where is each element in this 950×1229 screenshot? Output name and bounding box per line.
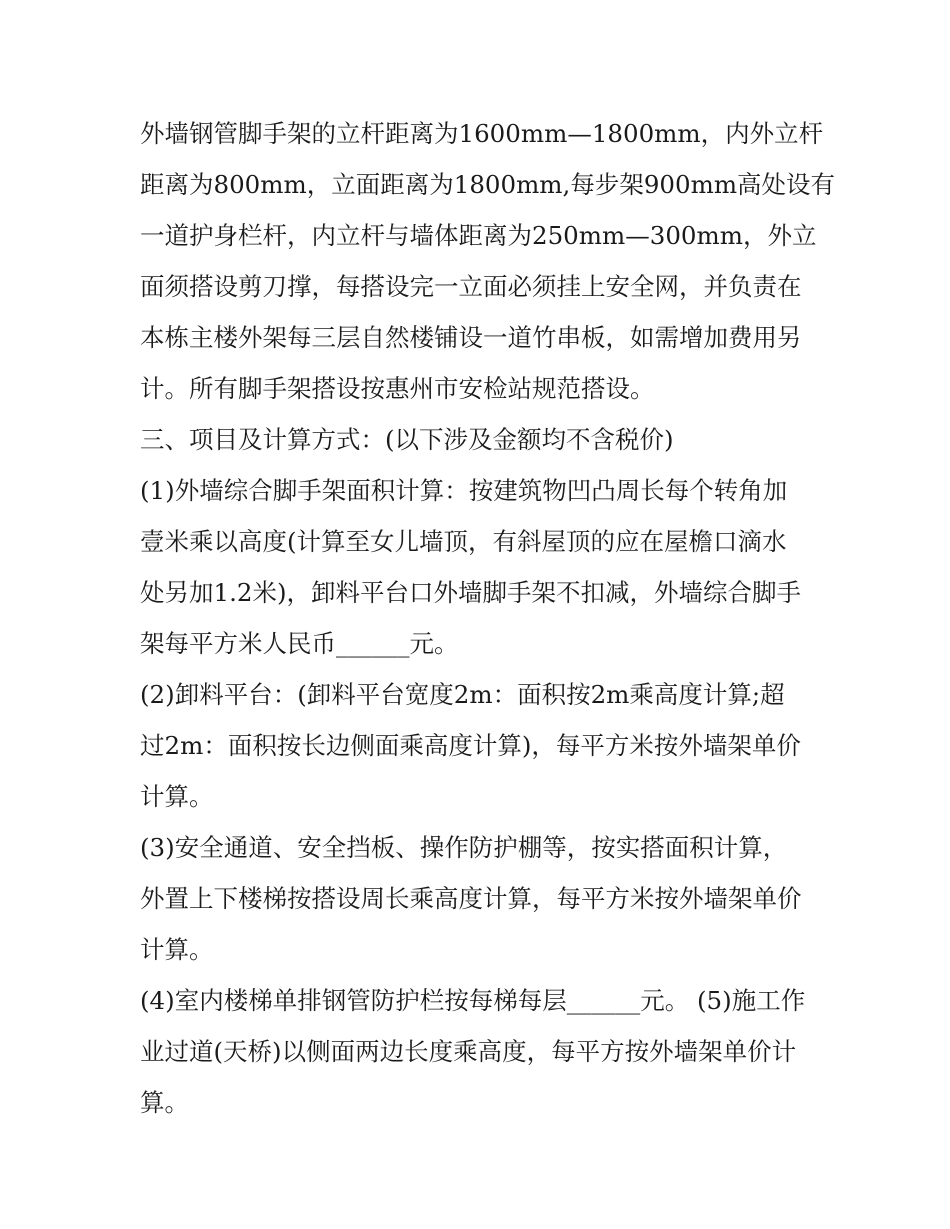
paragraph-line: 本栋主楼外架每三层自然楼铺设一道竹串板，如需增加费用另 xyxy=(140,323,802,352)
paragraph-line: (2)卸料平台：(卸料平台宽度2m：面积按2m乘高度计算;超 xyxy=(140,680,785,709)
paragraph-line: 面须搭设剪刀撑，每搭设完一立面必须挂上安全网，并负责在 xyxy=(140,272,802,301)
paragraph-line: 外墙钢管脚手架的立杆距离为1600mm—1800mm，内外立杆 xyxy=(140,119,824,148)
paragraph-line: (3)安全通道、安全挡板、操作防护棚等，按实搭面积计算， xyxy=(140,833,788,862)
paragraph-line: 计。所有脚手架搭设按惠州市安检站规范搭设。 xyxy=(140,374,655,403)
paragraph-line: (1)外墙综合脚手架面积计算：按建筑物凹凸周长每个转角加 xyxy=(140,476,788,505)
paragraph-line: 计算。 xyxy=(140,935,214,964)
paragraph-line: 壹米乘以高度(计算至女儿墙顶，有斜屋顶的应在屋檐口滴水 xyxy=(140,527,787,556)
paragraph-line: 业过道(天桥)以侧面两边长度乘高度，每平方按外墙架单价计 xyxy=(140,1037,797,1066)
paragraph-line: 计算。 xyxy=(140,782,214,811)
paragraph-line: 过2m：面积按长边侧面乘高度计算)，每平方米按外墙架单价 xyxy=(140,731,801,760)
section-heading: 三、项目及计算方式：(以下涉及金额均不含税价) xyxy=(140,425,674,454)
paragraph-line: (4)室内楼梯单排钢管防护栏按每梯每层______元。 (5)施工作 xyxy=(140,986,806,1015)
paragraph-line: 外置上下楼梯按搭设周长乘高度计算，每平方米按外墙架单价 xyxy=(140,884,802,913)
paragraph-line: 处另加1.2米)，卸料平台口外墙脚手架不扣减，外墙综合脚手 xyxy=(140,578,802,607)
document-body xyxy=(140,108,836,1128)
paragraph-line: 一道护身栏杆，内立杆与墙体距离为250mm—300mm，外立 xyxy=(140,221,817,250)
paragraph-line: 算。 xyxy=(140,1088,189,1117)
paragraph-line: 距离为800mm，立面距离为1800mm,每步架900mm高处设有 xyxy=(140,170,836,199)
paragraph-line: 架每平方米人民币______元。 xyxy=(140,629,459,658)
